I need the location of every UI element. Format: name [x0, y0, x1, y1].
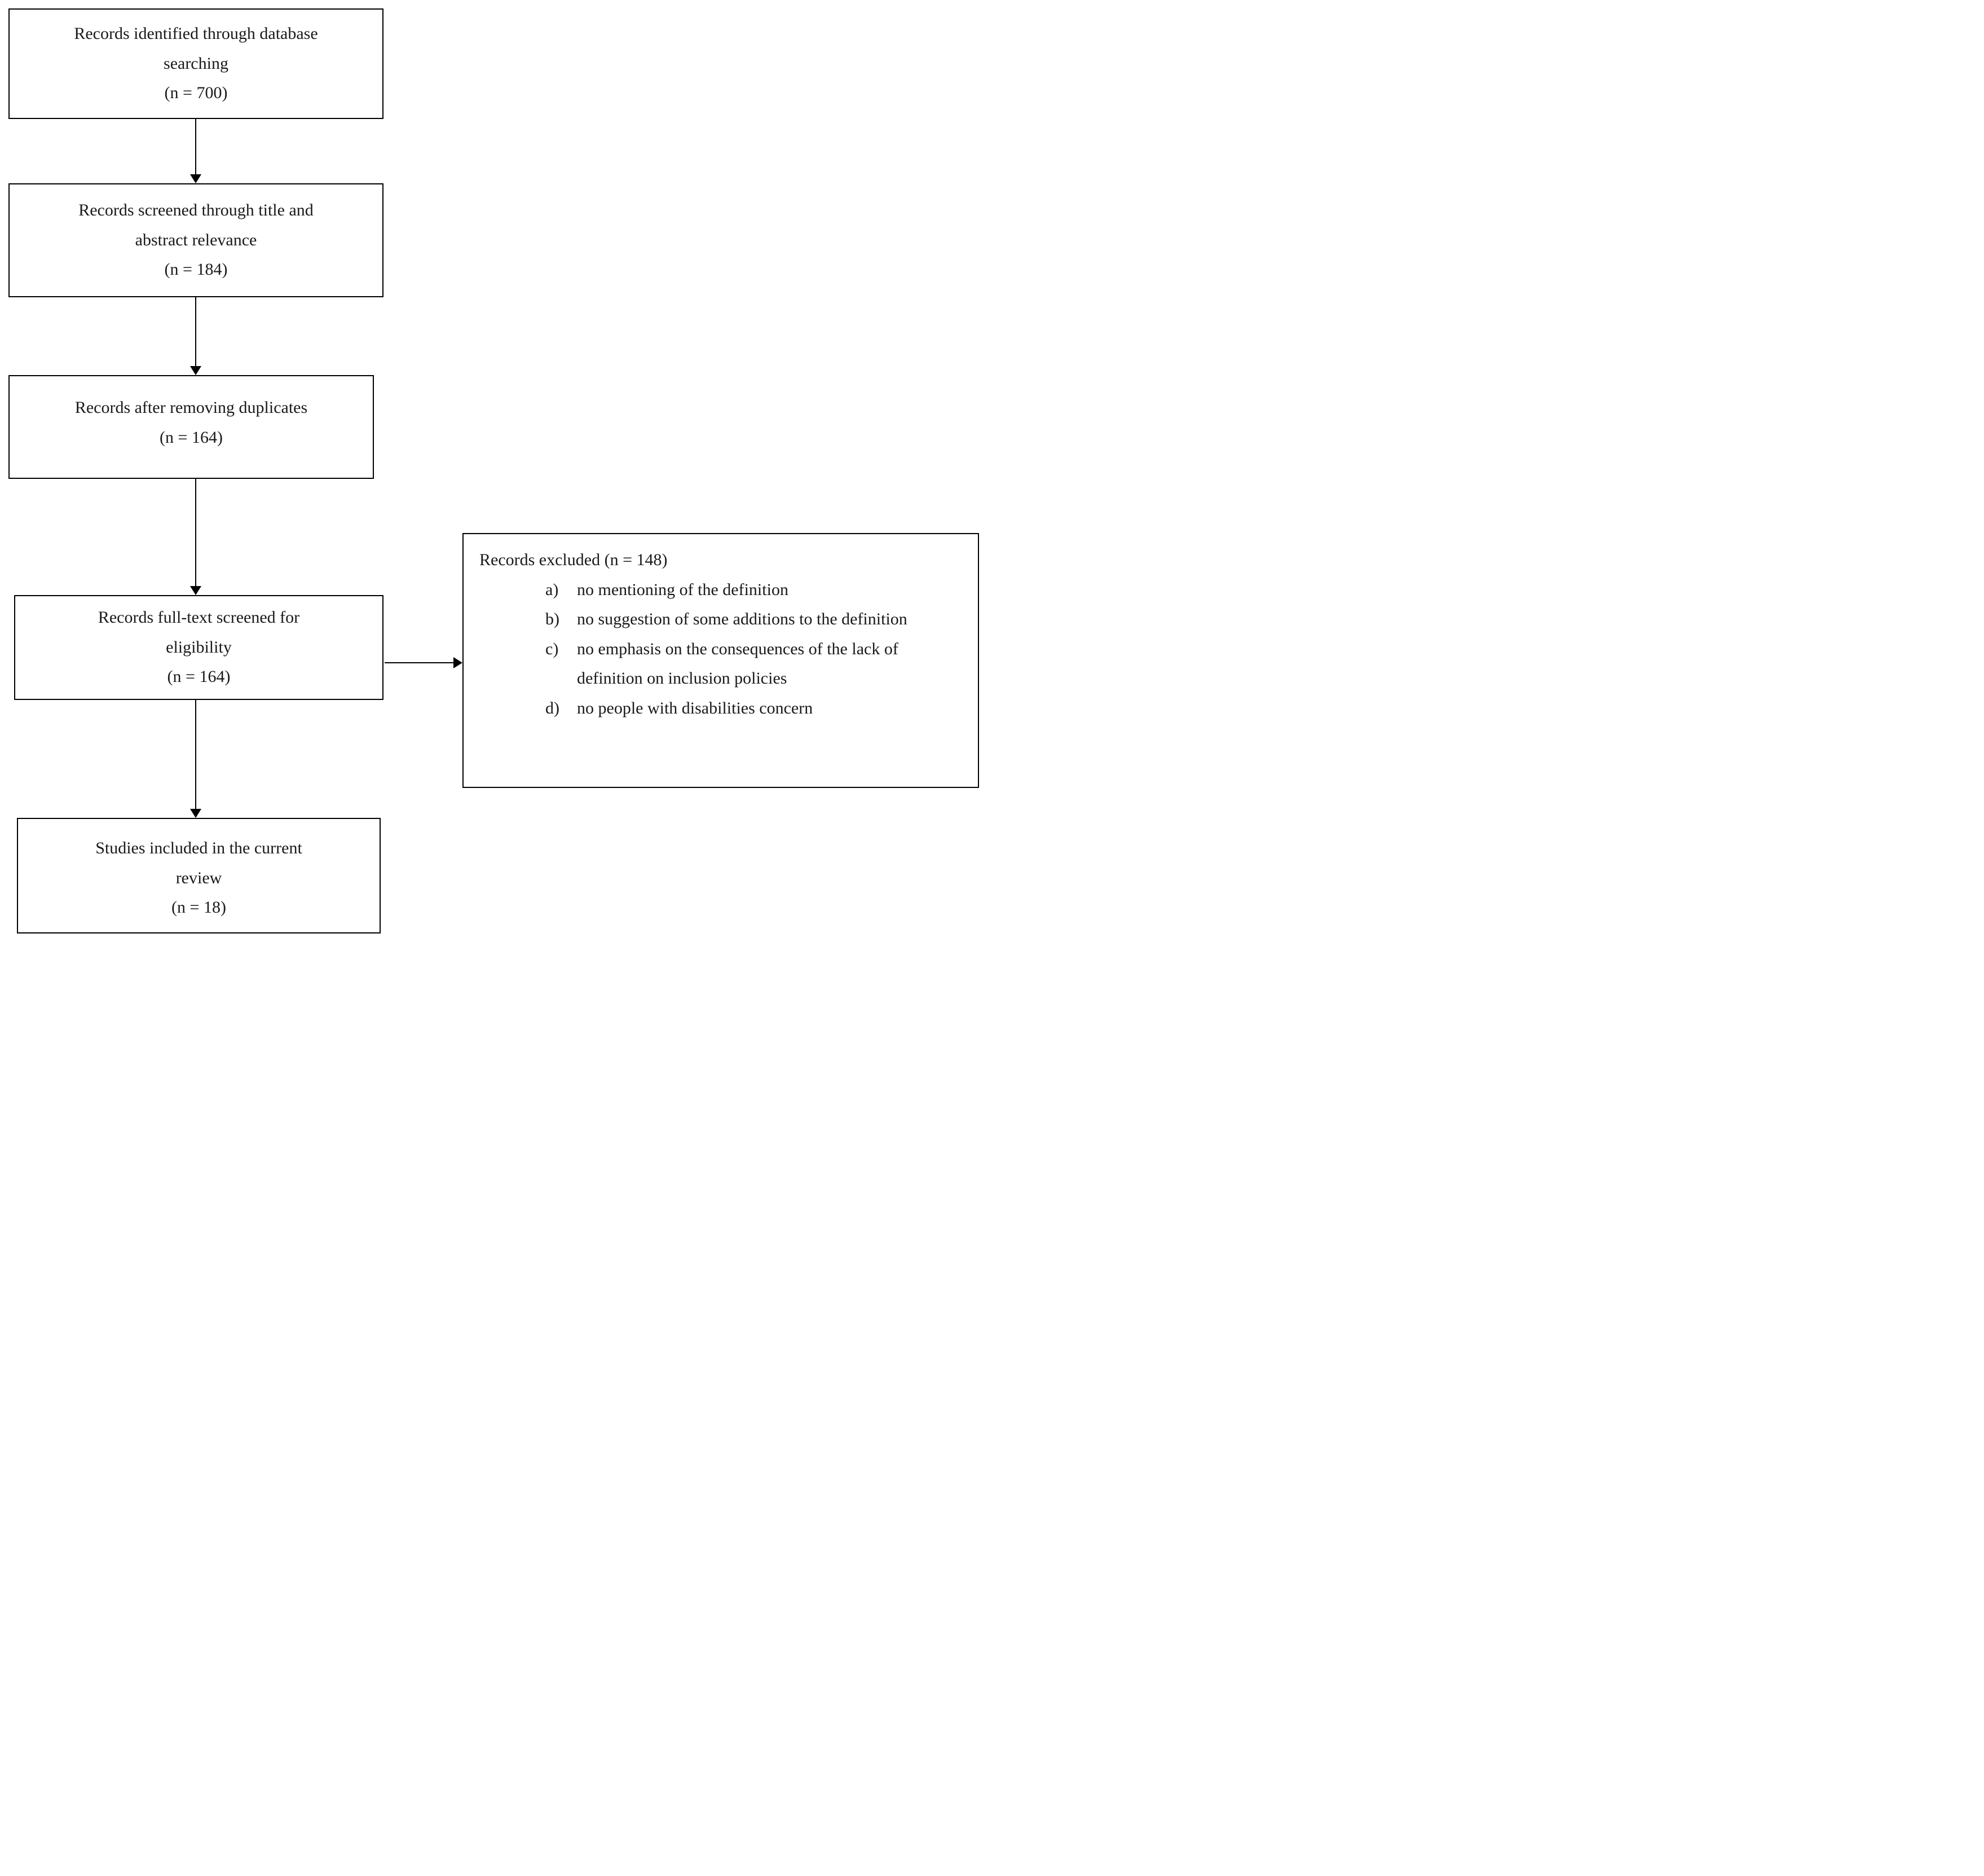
arrow-shaft — [195, 479, 196, 587]
excluded-list — [479, 575, 962, 724]
box-text-line: abstract relevance — [135, 230, 257, 249]
arrow-shaft — [195, 297, 196, 367]
arrow-head-icon — [190, 586, 201, 595]
excluded-item — [545, 635, 962, 694]
excluded-item — [545, 694, 962, 724]
excluded-item-text: no people with disabilities concern — [577, 698, 813, 717]
arrow-head-icon — [190, 174, 201, 183]
arrow-head-icon — [190, 809, 201, 818]
box-text-line: (n = 18) — [171, 898, 226, 917]
arrow-head-icon — [453, 657, 462, 668]
box-text-line: review — [175, 868, 222, 887]
box-fulltext-screened — [14, 595, 383, 700]
arrow-shaft — [195, 700, 196, 810]
arrow-shaft — [385, 662, 455, 663]
box-text-line: (n = 700) — [164, 83, 228, 103]
box-text-line: Studies included in the current — [95, 839, 302, 857]
excluded-item-text: no suggestion of some additions to the definition — [577, 610, 907, 628]
excluded-title: Records excluded (n = 148) — [479, 551, 668, 569]
box-text-line: Records after removing duplicates — [74, 398, 308, 417]
arrow-duplicates-to-fulltext — [187, 479, 204, 595]
arrow-screened-to-duplicates — [187, 297, 204, 375]
flow-diagram — [0, 0, 992, 938]
box-records-excluded — [462, 533, 979, 788]
box-text-line: Records full-text screened for — [98, 608, 300, 627]
excluded-item-text: no emphasis on the consequences of the lack of definition on inclusion policies — [577, 639, 898, 688]
box-text-line: eligibility — [166, 637, 232, 657]
box-studies-included — [17, 818, 381, 933]
arrow-fulltext-to-included — [187, 700, 204, 818]
excluded-item — [545, 575, 962, 605]
box-text-line: Records identified through database — [74, 24, 318, 43]
box-text-line: (n = 164) — [160, 428, 223, 447]
box-text-line: (n = 184) — [164, 260, 228, 279]
box-records-screened — [8, 183, 383, 297]
excluded-item-text: no mentioning of the definition — [577, 580, 788, 599]
box-text-line: Records screened through title and — [78, 201, 314, 220]
arrow-fulltext-to-excluded — [385, 655, 462, 670]
excluded-item-marker: b) — [545, 610, 559, 628]
arrow-shaft — [195, 119, 196, 175]
box-text-line: searching — [164, 54, 228, 73]
excluded-item-marker: a) — [545, 580, 559, 599]
excluded-item — [545, 605, 962, 635]
box-text-line: (n = 164) — [167, 667, 231, 686]
excluded-item-marker: d) — [545, 698, 559, 717]
box-records-identified — [8, 8, 383, 119]
arrow-head-icon — [190, 366, 201, 375]
arrow-identified-to-screened — [187, 119, 204, 183]
box-duplicates-removed — [8, 375, 374, 479]
excluded-item-marker: c) — [545, 639, 559, 658]
